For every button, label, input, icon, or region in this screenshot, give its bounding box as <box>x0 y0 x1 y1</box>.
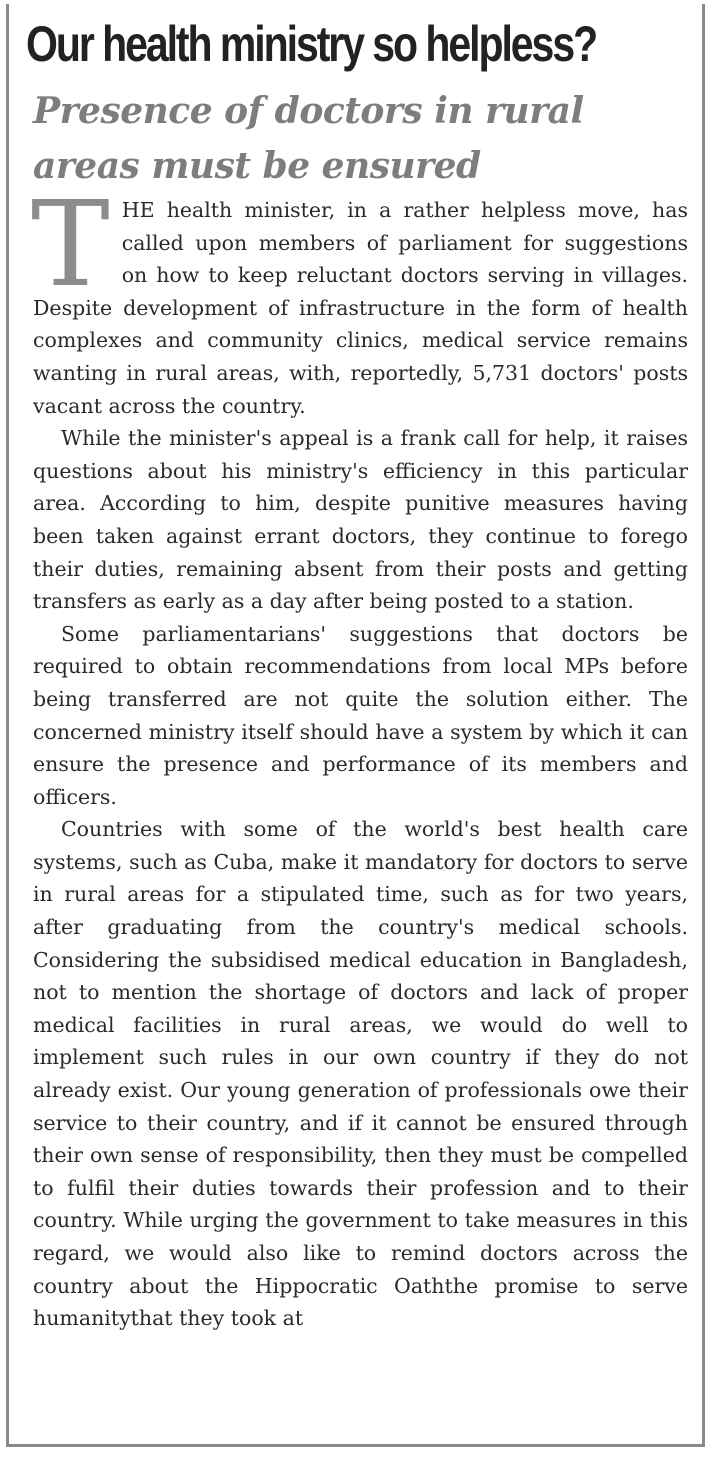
headline: Our health ministry so helpless? <box>26 16 597 72</box>
paragraph-3: Some parliamentarians' suggestions that doctors be required to obtain recommendations from local MPs before being transferred are not quite the solution either. The concerned ministry itself should have a system by which it can ensure the presence and performance of its members and officers. <box>33 621 688 809</box>
paragraph-2: While the minister's appeal is a frank call for help, it raises questions about his ministry's efficiency in this particular area. According to him, despite punitive measures having been taken against errant doctors, they continue to forego their duties, remaining absent from their posts and getting transfers as early as a day after being posted to a station. <box>33 426 688 614</box>
paragraph-1-text: HE health minister, in a rather helpless move, has called upon members of parliament for suggestions on how to keep reluctant doctors serving in villages. Despite development of infrastructure in the form of health complexes and community clinics, medical service remains wanting in rural areas, with, reportedly, 5,731 doctors' posts vacant across the country. <box>33 198 688 418</box>
paragraph-1 <box>31 175 688 422</box>
article-body <box>31 175 688 1335</box>
paragraph-4: Countries with some of the world's best health care systems, such as Cuba, make it mandatory for doctors to serve in rural areas for a stipulated time, such as for two years, after graduating from the country's medical schools. Considering the subsidised medical education in Bangladesh, not to mention the shortage of doctors and lack of proper medical facilities in rural areas, we would do well to implement such rules in our own country if they do not already exist. Our young generation of professionals owe their service to their country, and if it cannot be ensured through their own sense of responsibility, then they must be compelled to fulfil their duties towards their profession and to their country. While urging the government to take measures in this regard, we would also like to remind doctors across the country about the Hippocratic Oaththe promise to serve humanitythat they took at <box>33 817 688 1331</box>
drop-cap: T <box>31 175 110 313</box>
subheadline: Presence of doctors in rural areas must be ensured <box>33 90 584 187</box>
